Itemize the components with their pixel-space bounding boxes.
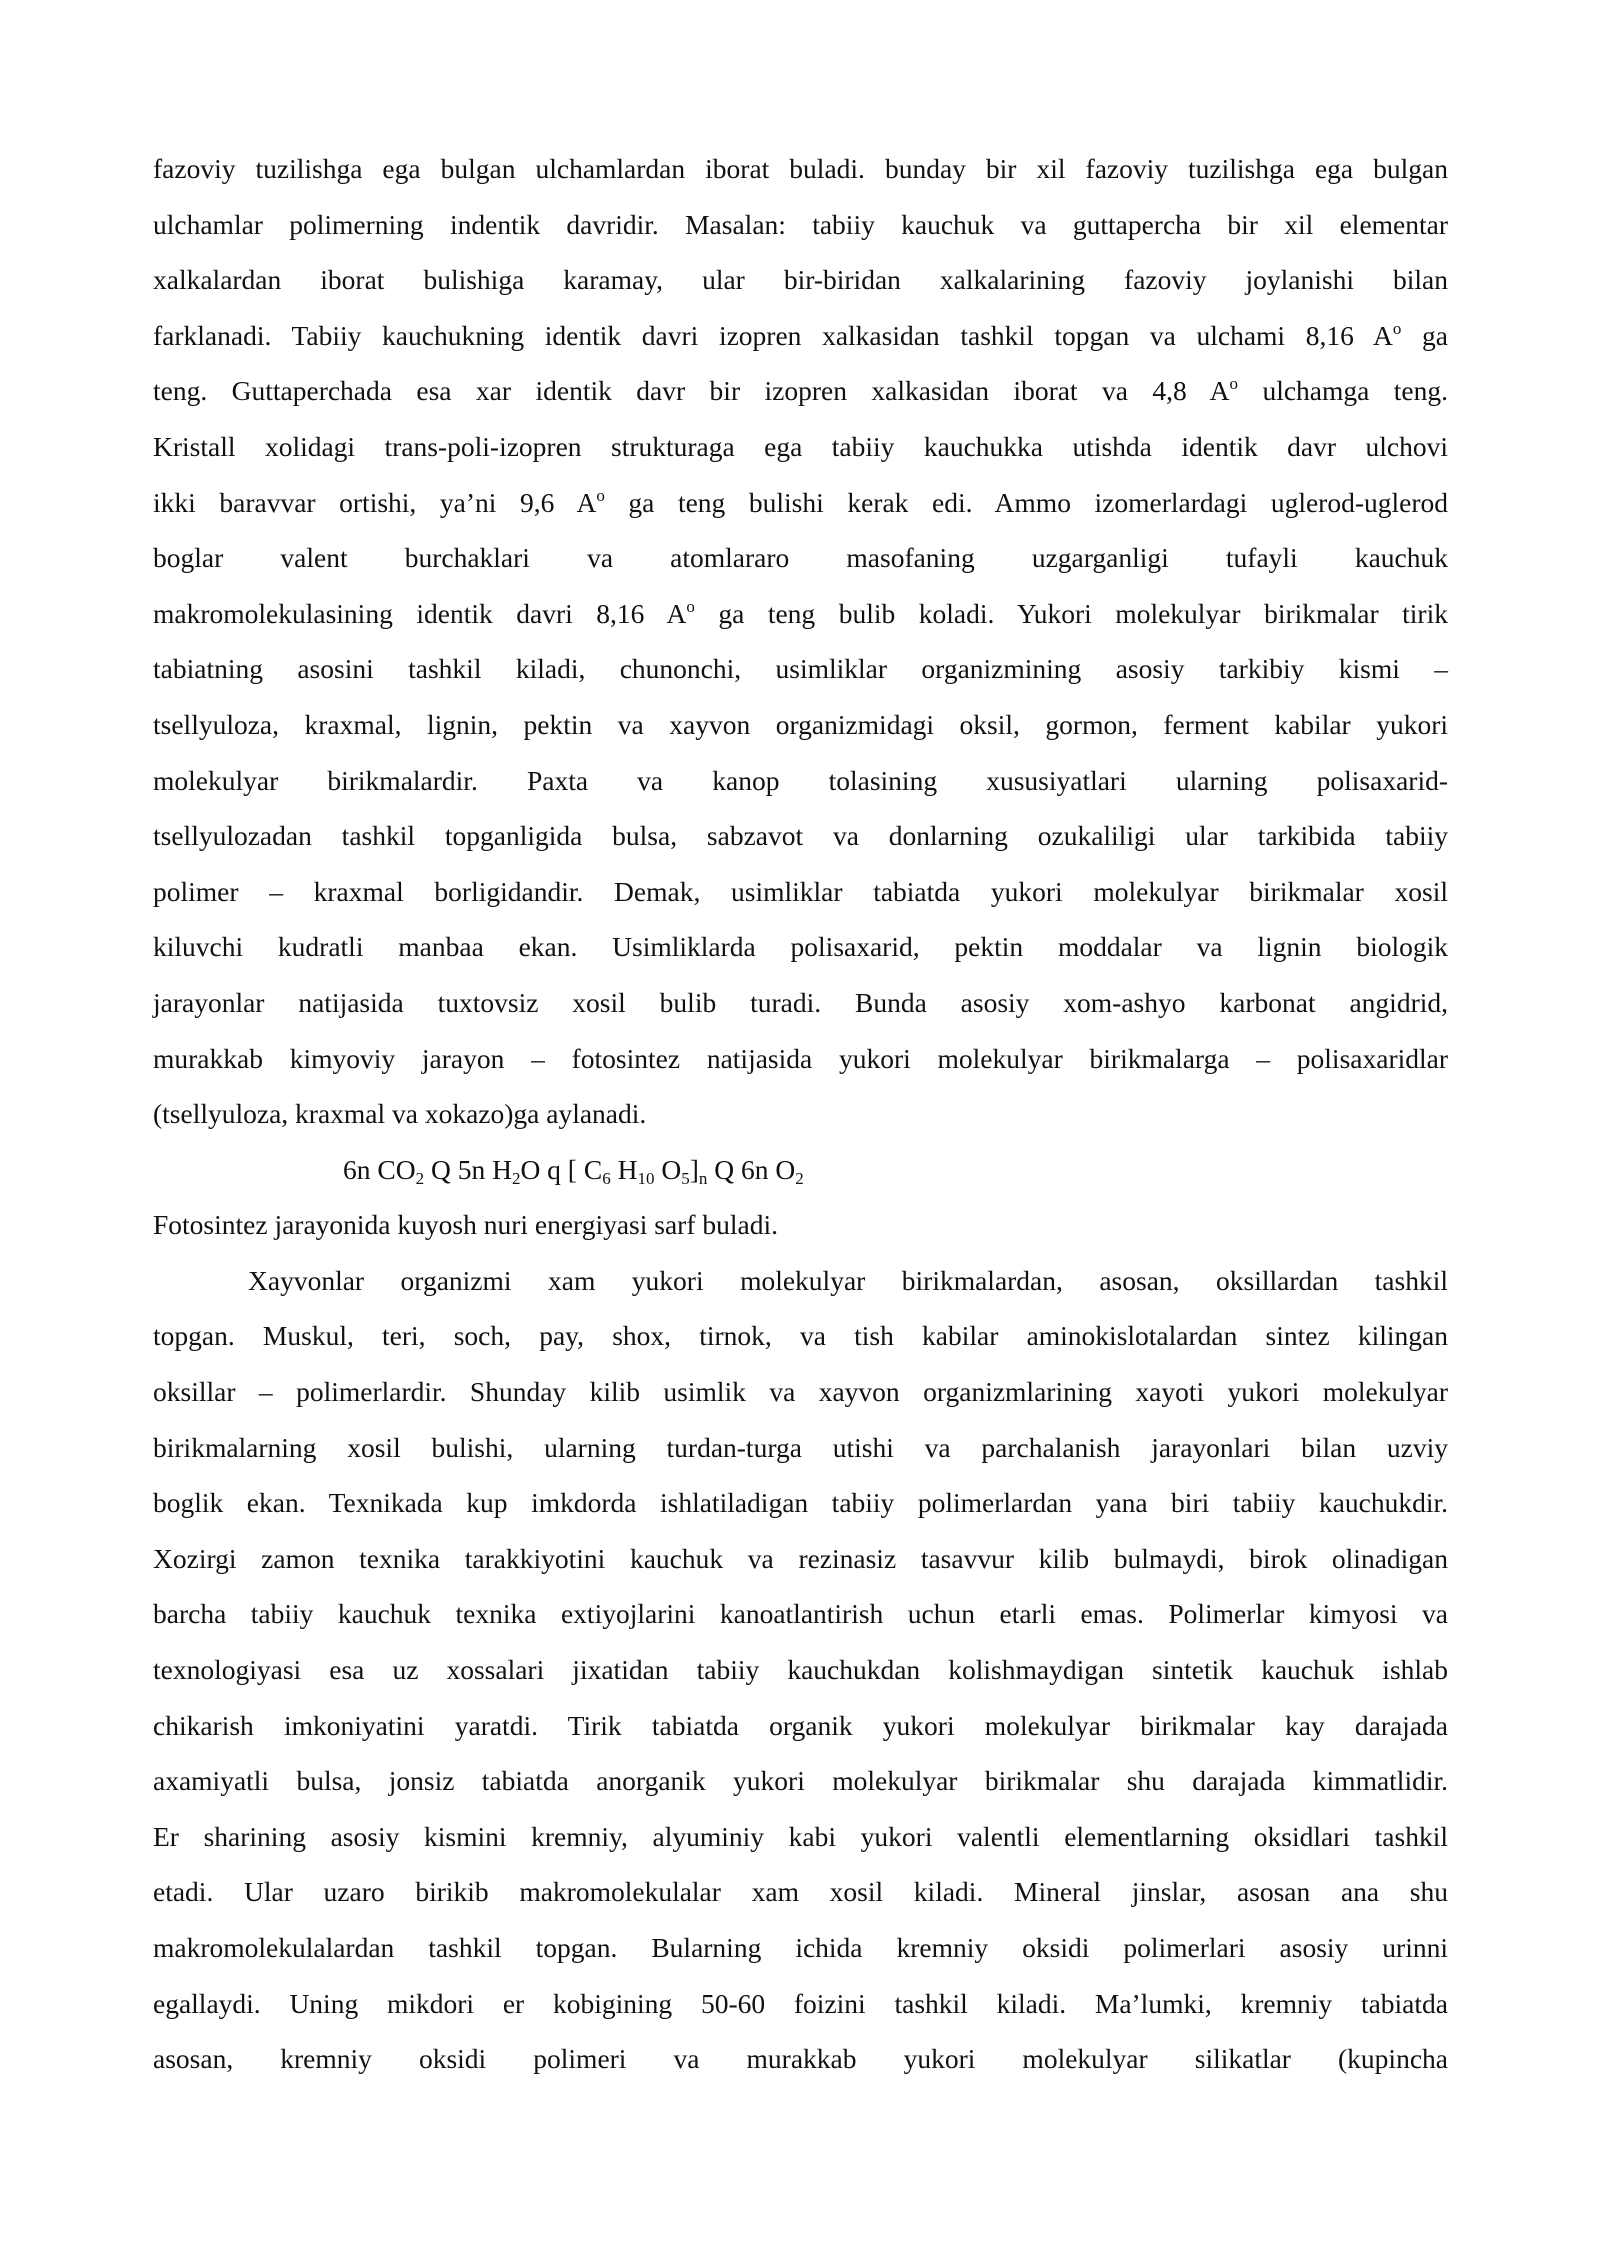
formula-text: O — [654, 1153, 682, 1185]
paragraph-1 — [153, 141, 1448, 1142]
text-run: makromolekulasining identik davri 8,16 A — [153, 597, 687, 629]
text-line: Fotosintez jarayonida kuyosh nuri energiyasi sarf buladi. — [153, 1209, 778, 1241]
text-run: ga teng bulib koladi. Yukori molekulyar birikmalar tirik — [694, 597, 1448, 629]
text-line: axamiyatli bulsa, jonsiz tabiatda anorganik yukori molekulyar birikmalar shu darajada kimmatlidir. — [153, 1765, 1448, 1797]
text-line: tsellyuloza, kraxmal, lignin, pektin va xayvon organizmidagi oksil, gormon, ferment kabilar yukori — [153, 708, 1448, 740]
text-line: oksillar – polimerlardir. Shunday kilib usimlik va xayvon organizmlarining xayoti yukori molekulyar — [153, 1376, 1448, 1408]
text-line: egallaydi. Uning mikdori er kobigining 50-60 foizini tashkil kiladi. Ma’lumki, kremniy tabiatda — [153, 1987, 1448, 2019]
text-line — [153, 363, 1448, 419]
text-run: ulchamga teng. — [1238, 375, 1448, 407]
subscript: 2 — [795, 1168, 804, 1188]
text-line: boglik ekan. Texnikada kup imkdorda ishlatiladigan tabiiy polimerlardan yana biri tabiiy kauchukdir. — [153, 1487, 1448, 1519]
text-run: ikki baravvar ortishi, ya’ni 9,6 A — [153, 486, 597, 518]
superscript: o — [1392, 318, 1402, 338]
superscript: o — [1229, 374, 1239, 394]
text-line: chikarish imkoniyatini yaratdi. Tirik tabiatda organik yukori molekulyar birikmalar kay darajada — [153, 1709, 1448, 1741]
text-line: kiluvchi kudratli manbaa ekan. Usimliklarda polisaxarid, pektin moddalar va lignin biologik — [153, 931, 1448, 963]
text-run: teng. Guttaperchada esa xar identik davr bir izopren xalkasidan iborat va 4,8 A — [153, 375, 1230, 407]
text-line — [153, 475, 1448, 531]
text-line: (tsellyuloza, kraxmal va xokazo)ga aylanadi. — [153, 1098, 647, 1130]
text-line: jarayonlar natijasida tuxtovsiz xosil bulib turadi. Bunda asosiy xom-ashyo karbonat angidrid, — [153, 986, 1448, 1018]
text-run: ga — [1401, 319, 1448, 351]
subscript: 6 — [602, 1168, 611, 1188]
superscript: o — [686, 596, 695, 616]
text-run: farklanadi. Tabiiy kauchukning identik davri izopren xalkasidan tashkil topgan va ulchami 8,16 A — [153, 319, 1393, 351]
text-line: Xozirgi zamon texnika tarakkiyotini kauchuk va rezinasiz tasavvur kilib bulmaydi, birok olinadigan — [153, 1542, 1448, 1574]
subscript: n — [698, 1168, 708, 1188]
subscript: 5 — [681, 1168, 690, 1188]
text-line: xalkalardan iborat bulishiga karamay, ular bir-biridan xalkalarining fazoviy joylanishi bilan — [153, 264, 1448, 296]
formula-text: O q [ C — [520, 1153, 603, 1185]
formula-text: H — [610, 1153, 638, 1185]
paragraph-3 — [153, 1253, 1448, 2087]
text-line: ulchamlar polimerning indentik davridir. Masalan: tabiiy kauchuk va guttapercha bir xil elementar — [153, 208, 1448, 240]
chemical-equation — [153, 1142, 1448, 1198]
text-line: molekulyar birikmalardir. Paxta va kanop tolasining xususiyatlari ularning polisaxarid- — [153, 764, 1448, 796]
formula-text: Q 6n O — [707, 1153, 796, 1185]
text-line: boglar valent burchaklari va atomlararo masofaning uzgarganligi tufayli kauchuk — [153, 542, 1448, 574]
text-line: Er sharining asosiy kismini kremniy, alyuminiy kabi yukori valentli elementlarning oksidlari tashkil — [153, 1820, 1448, 1852]
text-line: Kristall xolidagi trans-poli-izopren strukturaga ega tabiiy kauchukka utishda identik davr ulchovi — [153, 430, 1448, 462]
text-line: birikmalarning xosil bulishi, ularning turdan-turga utishi va parchalanish jarayonlari bilan uzviy — [153, 1431, 1448, 1463]
text-line: tabiatning asosini tashkil kiladi, chunonchi, usimliklar organizmining asosiy tarkibiy kismi – — [153, 653, 1448, 685]
text-line: texnologiyasi esa uz xossalari jixatidan tabiiy kauchukdan kolishmaydigan sintetik kauchuk ishlab — [153, 1654, 1448, 1686]
text-line: makromolekulalardan tashkil topgan. Bularning ichida kremniy oksidi polimerlari asosiy urinni — [153, 1932, 1448, 1963]
text-line: barcha tabiiy kauchuk texnika extiyojlarini kanoatlantirish uchun etarli emas. Polimerlar kimyosi va — [153, 1598, 1448, 1630]
text-line: etadi. Ular uzaro birikib makromolekulalar xam xosil kiladi. Mineral jinslar, asosan ana shu — [153, 1876, 1448, 1908]
formula-text: 6n CO — [343, 1153, 416, 1185]
text-line: tsellyulozadan tashkil topganligida bulsa, sabzavot va donlarning ozukaliligi ular tarkibida tabiiy — [153, 820, 1448, 852]
subscript: 10 — [637, 1168, 655, 1188]
formula-text: ] — [689, 1153, 699, 1185]
text-line: Xayvonlar organizmi xam yukori molekulyar birikmalardan, asosan, oksillardan tashkil — [248, 1264, 1448, 1296]
text-run: ga teng bulishi kerak edi. Ammo izomerlardagi uglerod-uglerod — [604, 486, 1448, 518]
text-line: topgan. Muskul, teri, soch, pay, shox, tirnok, va tish kabilar aminokislotalardan sintez kilingan — [153, 1320, 1448, 1352]
document-body — [153, 141, 1448, 2087]
paragraph-2 — [153, 1197, 1448, 1253]
text-line: fazoviy tuzilishga ega bulgan ulchamlardan iborat buladi. bunday bir xil fazoviy tuzilishga ega bulgan — [153, 153, 1448, 184]
text-line: asosan, kremniy oksidi polimeri va murakkab yukori molekulyar silikatlar (kupincha — [153, 2043, 1448, 2075]
formula-text: Q 5n H — [424, 1153, 512, 1185]
text-line: murakkab kimyoviy jarayon – fotosintez natijasida yukori molekulyar birikmalarga – polisaxaridlar — [153, 1042, 1448, 1074]
text-line — [153, 586, 1448, 642]
text-line — [153, 308, 1448, 364]
superscript: o — [596, 485, 605, 505]
subscript: 2 — [511, 1168, 521, 1188]
subscript: 2 — [415, 1168, 425, 1188]
text-line: polimer – kraxmal borligidandir. Demak, usimliklar tabiatda yukori molekulyar birikmalar xosil — [153, 875, 1448, 907]
